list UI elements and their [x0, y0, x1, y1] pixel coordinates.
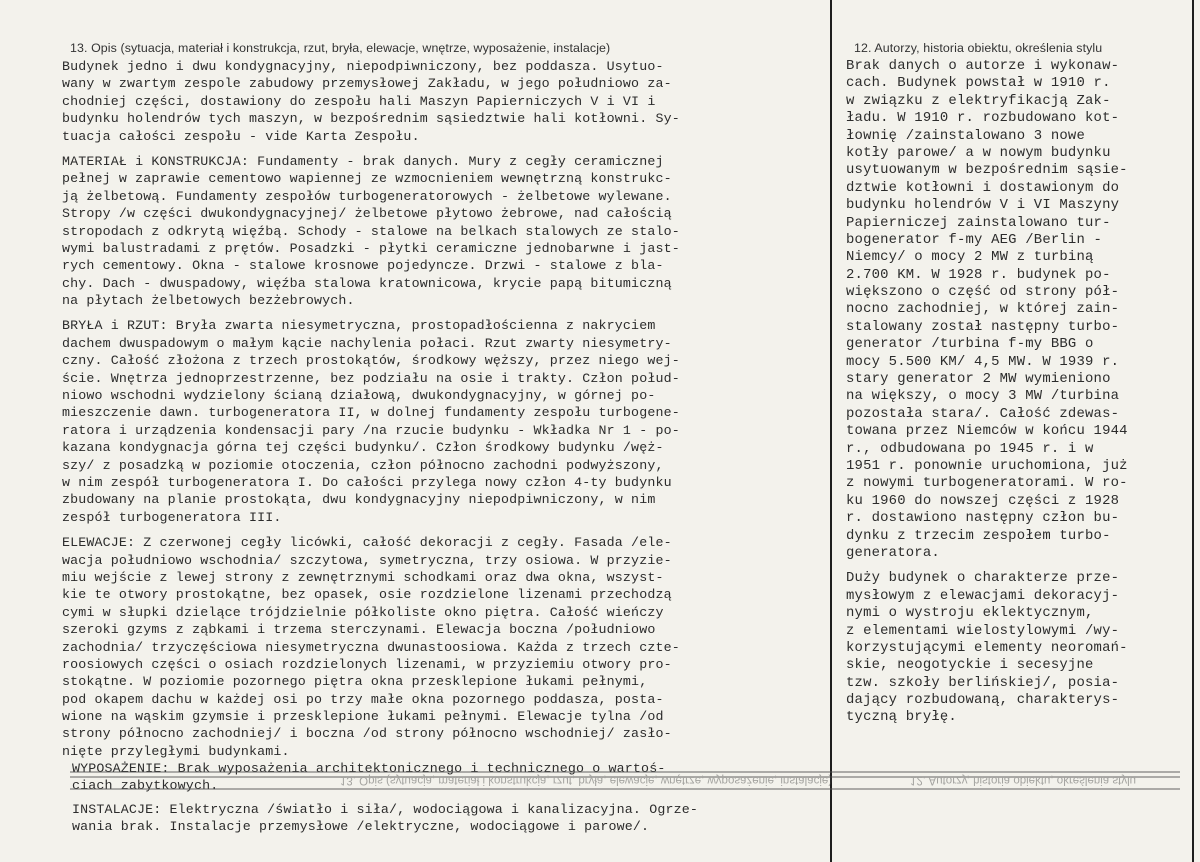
text-line: szy/ z posadzką w poziomie otoczenia, człon północno zachodni podwyższony,: [62, 457, 664, 473]
text-line: cach. Budynek powstał w 1910 r.: [846, 75, 1111, 92]
text-line: dachem dwuspadowym o małym kącie nachylenia połaci. Rzut zwarty niesymetry-: [62, 335, 672, 351]
text-line: w nim zespół turbogeneratora I. Do całości przylega nowy człon 4-ty budynku: [62, 474, 672, 490]
text-line: korzystującymi elementy neoromań-: [846, 639, 1128, 656]
text-line: Stropy /w części dwukondygnacyjnej/ żelbetowe płytowo żebrowe, nad całością: [62, 206, 672, 222]
text-line: mocy 5.500 KM/ 4,5 MW. W 1939 r.: [846, 353, 1120, 370]
text-line: miu wejście z lewej strony z zewnętrznymi schodkami oraz dwa okna, wszyst-: [62, 569, 664, 585]
text-line: chy. Dach - dwuspadowy, więźba stalowa kratownicowa, krycie papą bitumiczną: [62, 275, 672, 291]
text-line: 2.700 KM. W 1928 r. budynek po-: [846, 266, 1111, 283]
text-line: dynku z trzecim zespołem turbo-: [846, 527, 1111, 544]
text-line: wany w zwartym zespole zabudowy przemysłowej Zakładu, w jego południowo za-: [62, 76, 672, 92]
text-line: stropodach z odkrytą więźbą. Schody - stalowe na belkach stalowych ze stalo-: [62, 223, 680, 239]
text-line: kotły parowe/ a w nowym budynku: [846, 144, 1111, 161]
text-line: czny. Całość złożona z trzech prostokątów, środkowy węższy, przez niego wej-: [62, 353, 680, 369]
text-line: stokątne. W poziomie pozornego piętra okna przesklepione łukami pełnymi,: [62, 674, 648, 690]
text-line: kie te otwory prostokątne, bez opasek, osie rozdzielone lizenami przechodzą: [62, 587, 672, 603]
bleed-band: [70, 788, 1180, 790]
text-line: budynku holendrów V i VI Maszyny: [846, 197, 1120, 214]
text-line: z elementami wielostylowymi /wy-: [846, 622, 1120, 639]
text-line: 1951 r. ponownie uruchomiona, już: [846, 457, 1128, 474]
text-line: Papierniczej zainstalowano tur-: [846, 214, 1111, 231]
mirrored-heading-12: 12. Autorzy, historia obiektu, określenia stylu: [910, 774, 1137, 786]
text-line: tyczną bryłę.: [846, 709, 957, 726]
text-line: szeroki gzyms z ząbkami i trzema sterczynami. Elewacja boczna /południowo: [62, 622, 656, 638]
text-line: Brak danych o autorze i wykonaw-: [846, 58, 1120, 74]
text-line: usytuowanym w bezpośrednim sąsie-: [846, 162, 1128, 179]
text-line: kazana kondygnacja górna tej części budynku/. Człon środkowy budynku /węż-: [62, 440, 664, 456]
text-line: Budynek jedno i dwu kondygnacyjny, niepodpiwniczony, bez poddasza. Usytuo-: [62, 59, 664, 74]
text-line: ją żelbetową. Fundamenty zespołów turbogeneratorowych - żelbetowe wylewane.: [62, 188, 672, 204]
text-line: r., odbudowana po 1945 r. i w: [846, 440, 1094, 457]
text-line: zbudowany na planie prostokąta, dwu kondygnacyjny niepodpiwniczony, w nim: [62, 492, 656, 508]
text-line: bogenerator f-my AEG /Berlin -: [846, 231, 1103, 248]
text-line: dający rozbudowaną, charakterys-: [846, 692, 1120, 709]
text-line: wania brak. Instalacje przemysłowe /elektryczne, wodociągowe i parowe/.: [72, 819, 650, 835]
paragraph-history: [846, 58, 1186, 562]
text-line: stary generator 2 MW wymieniono: [846, 371, 1111, 388]
text-line: w związku z elektryfikacją Zak-: [846, 92, 1111, 109]
text-line: Niemcy/ o mocy 2 MW z turbiną: [846, 249, 1094, 266]
text-line: większono o część od strony pół-: [846, 284, 1120, 301]
text-line: pełnej w zaprawie cementowo wapiennej ze wzmocnieniem wewnętrzną konstrukc-: [62, 171, 672, 187]
section-12-heading: 12. Autorzy, historia obiektu, określenia stylu: [854, 41, 1103, 55]
text-line: zespół turbogeneratora III.: [62, 509, 282, 525]
text-line: Duży budynek o charakterze prze-: [846, 570, 1120, 587]
text-line: chodniej części, dostawiony do zespołu hali Maszyn Papierniczych V i VI i: [62, 93, 656, 109]
text-line: ście. Wnętrza jednoprzestrzenne, bez podziału na osie i trakty. Człon połud-: [62, 370, 680, 386]
text-line: cymi w słupki dzielące trójdzielnie półkoliste okno piętra. Całość wieńczy: [62, 604, 664, 620]
text-line: tzw. szkoły berlińskiej/, posia-: [846, 674, 1120, 691]
text-line: MATERIAŁ i KONSTRUKCJA: Fundamenty - brak danych. Mury z cegły ceramicznej: [62, 153, 664, 169]
section-instalacje: [72, 801, 832, 836]
column-divider: [830, 0, 832, 862]
text-line: zachodnia/ trzyczęściowa niesymetryczna dwunastoosiowa. Każda z trzech czte-: [62, 639, 680, 655]
description-column: [62, 38, 820, 768]
text-line: stalowany został następny turbo-: [846, 318, 1120, 335]
text-line: ku 1960 do nowszej części z 1928: [846, 492, 1120, 509]
text-line: BRYŁA i RZUT: Bryła zwarta niesymetryczna, prostopadłościenna z nakryciem: [62, 318, 656, 334]
paragraph-bryla: [62, 317, 820, 526]
text-line: WYPOSAŻENIE: Brak wyposażenia architektonicznego i technicznego o wartoś-: [72, 761, 666, 776]
text-line: ratora i urządzenia kondensacji pary /na rzucie budynku - Wkładka Nr 1 - po-: [62, 422, 680, 438]
text-line: rych cementowy. Okna - stalowe krosnowe pojedyncze. Drzwi - stalowe z bla-: [62, 258, 664, 274]
text-line: łownię /zainstalowano 3 nowe: [846, 127, 1086, 144]
text-line: dztwie kotłowni i dostawionym do: [846, 179, 1120, 196]
text-line: roosiowych części o osiach rozdzielonych lizenami, w przyziemiu otwory pro-: [62, 656, 672, 672]
text-line: na płytach żelbetowych bezżebrowych.: [62, 293, 355, 309]
text-line: towana przez Niemców w końcu 1944: [846, 423, 1128, 440]
paragraph-elewacje: [62, 534, 820, 760]
history-column: [846, 38, 1186, 735]
text-line: generatora.: [846, 544, 940, 561]
text-line: z nowymi turbogeneratorami. W ro-: [846, 475, 1128, 492]
text-line: ciach zabytkowych.: [72, 778, 219, 794]
right-edge-rule: [1192, 0, 1194, 862]
bleed-through-strip: [70, 768, 1180, 794]
text-line: r. dostawiono następny człon bu-: [846, 510, 1120, 527]
text-line: wione na wąskim gzymsie i przesklepione łukami pełnymi. Elewacje tylna /od: [62, 709, 664, 725]
text-line: nymi o wystroju eklektycznym,: [846, 605, 1094, 622]
bleed-band: [70, 771, 1180, 773]
paragraph-material: [62, 153, 820, 310]
text-line: na większy, o mocy 3 MW /turbina: [846, 388, 1120, 405]
text-line: wacja południowo wschodnia/ szczytowa, symetryczna, trzy osiowa. W przyzie-: [62, 552, 672, 568]
text-line: wymi balustradami z prętów. Posadzki - płytki ceramiczne jednobarwne i jast-: [62, 240, 680, 256]
text-line: niowo wschodni wydzielony ścianą działową, dwukondygnacyjny, w górnej po-: [62, 388, 656, 404]
text-line: pod okapem dachu w każdej osi po trzy małe okna pozornego poddasza, posta-: [62, 691, 664, 707]
text-line: mieszczenie dawn. turbogeneratora II, w dolnej fundamenty zespołu turbogene-: [62, 405, 680, 421]
paragraph-situation: [62, 58, 820, 145]
section-13-heading: 13. Opis (sytuacja, materiał i konstrukcja, rzut, bryła, elewacje, wnętrze, wyposażenie, instalacje): [70, 41, 611, 55]
text-line: nocno zachodniej, w której zain-: [846, 301, 1120, 318]
text-line: mysłowym z elewacjami dekoracyj-: [846, 587, 1120, 604]
text-line: ELEWACJE: Z czerwonej cegły licówki, całość dekoracji z cegły. Fasada /ele-: [62, 535, 672, 551]
text-line: skie, neogotyckie i secesyjne: [846, 657, 1094, 674]
text-line: pozostała stara/. Całość zdewas-: [846, 405, 1120, 422]
text-line: ładu. W 1910 r. rozbudowano kot-: [846, 110, 1120, 127]
text-line: strony północno zachodniej/ i boczna /od strony północno wschodniej/ zasło-: [62, 726, 672, 742]
text-line: nięte przyległymi budynkami.: [62, 743, 290, 759]
paragraph-style: [846, 570, 1186, 727]
text-line: INSTALACJE: Elektryczna /światło i siła/, wodociągowa i kanalizacyjna. Ogrze-: [72, 801, 698, 817]
text-line: generator /turbina f-my BBG o: [846, 336, 1094, 353]
text-line: budynku holendrów tych maszyn, w bezpośrednim sąsiedztwie hali kotłowni. Sy-: [62, 111, 680, 127]
mirrored-heading-13: 13. Opis (sytuacja, materiał i konstrukcja, rzut, bryła, elewacje, wnętrze, wyposażenie, instalacje): [340, 774, 833, 786]
text-line: tuacja całości zespołu - vide Karta Zespołu.: [62, 128, 420, 144]
